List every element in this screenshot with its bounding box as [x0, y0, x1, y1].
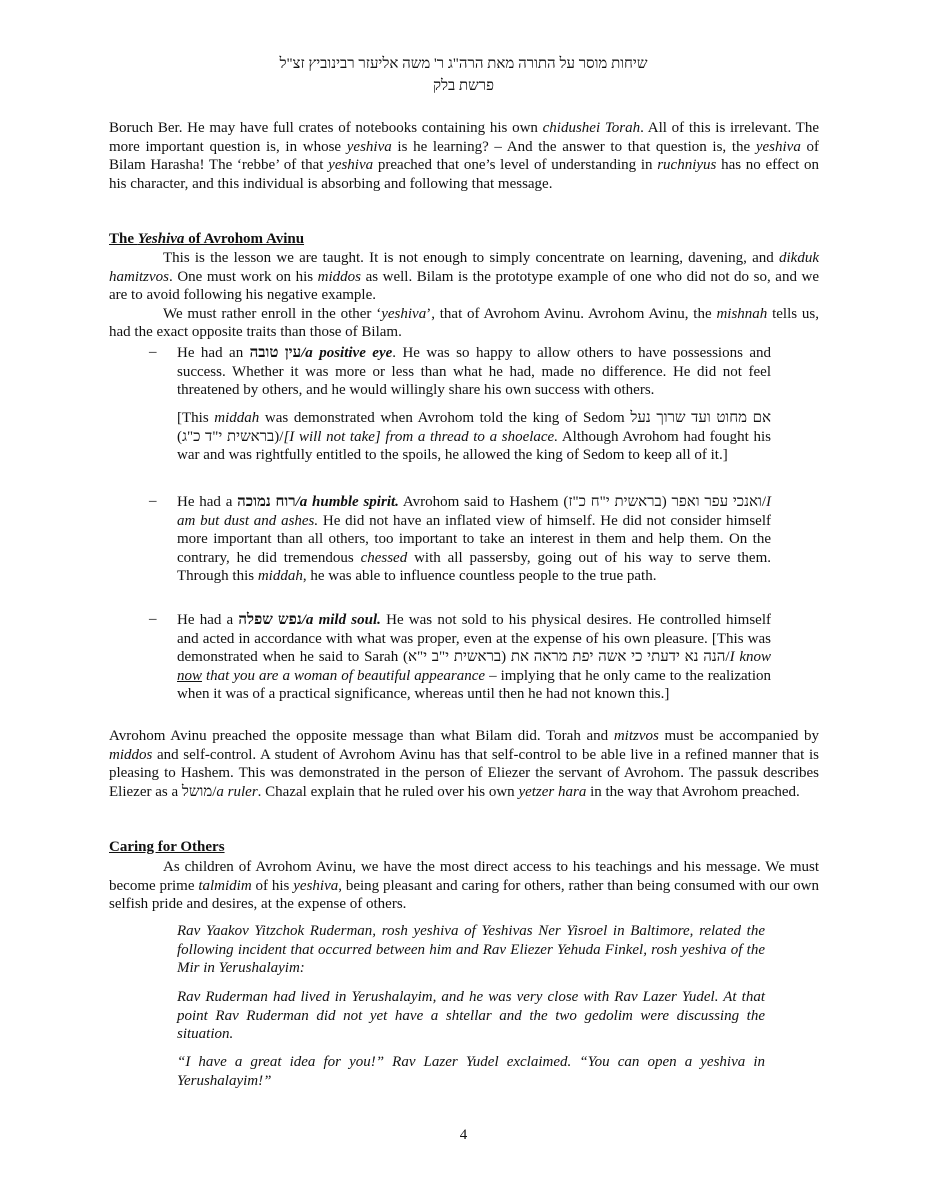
text-run: middos	[317, 268, 361, 285]
text-run: dikduk hamitzvos	[109, 250, 819, 285]
running-header-line2: פרשת בלק	[432, 78, 495, 94]
text-run: yeshiva	[381, 305, 427, 322]
text-run: /a humble spirit.	[295, 494, 399, 510]
story-paragraph-2	[177, 988, 765, 1044]
text-run: I know	[729, 649, 771, 666]
text-run: is he learning? – And the answer to that question is, the	[391, 138, 756, 155]
text-run: ’, that of Avrohom Avinu. Avrohom Avinu, the	[426, 305, 717, 322]
page-number: 4	[459, 1127, 468, 1143]
text-run: The	[109, 231, 138, 247]
story-paragraph-1	[177, 922, 765, 978]
section1-paragraph-1	[109, 249, 819, 305]
text-run: Boruch Ber. He may have full crates of notebooks containing his own	[109, 120, 543, 136]
section1-body	[109, 249, 819, 342]
text-run: has no effect on his character, and this individual is absorbing and following that message.	[109, 157, 819, 192]
text-run: and self-control. A student of Avrohom Avinu has that self-control to be able live in a refined manner that is pleasing to Hashem. This was demonstrated in the person of Eliezer the servant of Avrohom. The passuk describes Eliezer as a	[109, 746, 819, 800]
text-run: mitzvos	[613, 728, 659, 744]
text-run: a ruler	[216, 783, 258, 800]
text-run: of Bilam Harasha! The ‘rebbe’ of that	[109, 138, 819, 174]
text-run: must be accompanied by	[658, 728, 819, 744]
text-run: yeshiva	[755, 138, 801, 155]
text-run: Avrohom said to Hashem	[398, 494, 564, 510]
text-run: Caring for Others	[109, 839, 225, 855]
bullet-dash: –	[149, 611, 157, 627]
text-run: talmidim	[198, 877, 252, 894]
text-run: He had an	[177, 345, 250, 361]
story-paragraph-3	[177, 1053, 765, 1090]
text-run: Avrohom Avinu preached the opposite message than what Bilam did. Torah and	[109, 728, 614, 744]
section-heading-caring-for-others	[109, 839, 225, 856]
text-run: tells us, had the exact opposite traits than those of Bilam.	[109, 305, 819, 341]
text-run: preached that one’s level of understanding in	[373, 157, 658, 174]
text-run: This is the lesson we are taught. It is not enough to simply concentrate on learning, davening, and	[163, 250, 780, 266]
text-run: , being pleasant and caring for others, rather than being consumed with our own selfish pride and desires, at the expense of others.	[109, 877, 819, 913]
text-run: middos	[109, 746, 153, 763]
text-run: as well. Bilam is the prototype example of one who did not do so, and we are to avoid following his negative example.	[109, 268, 819, 304]
hebrew-phrase: מושל	[181, 783, 213, 800]
text-run: chessed	[360, 549, 408, 566]
hebrew-phrase: ואנכי עפר ואפר (בראשית י"ח כ"ז)	[563, 494, 762, 510]
text-run: ruchniyus	[657, 157, 717, 174]
bullet-dash: –	[149, 493, 157, 509]
section1-paragraph-2	[109, 305, 819, 342]
text-run: . He was so happy to allow others to have possessions and success. Whether it was more or less than what he had, made no difference. He did not feel threatened by others, and he would willingly share his own success with others.	[177, 345, 772, 399]
text-run: He did not have an inflated view of himself. He did not consider himself more important than all others, too important to take an interest in them and help them. On the contrary, he did tremendous	[177, 512, 772, 566]
text-run: /	[212, 783, 217, 800]
text-run: – implying that he only came to the realization when it was of a practical significance, whereas until then he had not known this.]	[177, 667, 772, 703]
text-run: yeshiva	[293, 877, 339, 894]
text-run: was demonstrated when Avrohom told the king of Sedom	[259, 410, 631, 426]
text-run: now	[177, 667, 203, 684]
hebrew-phrase: עין טובה	[249, 345, 302, 361]
text-run: Yeshiva	[137, 231, 185, 247]
text-run: with all passersby, going out of his way to serve them. Through this	[177, 549, 771, 585]
text-run: /	[761, 494, 767, 510]
section2-paragraph-1	[109, 858, 819, 914]
text-run: Rav Yaakov Yitzchok Ruderman, rosh yeshiva of Yeshivas Ner Yisroel in Baltimore, related the following incident that occurred between him and Rav Eliezer Yehuda Finkel, rosh yeshiva of the Mir in Yerushalayim:	[177, 923, 765, 977]
text-run: /	[725, 649, 730, 666]
text-run: /a mild soul.	[301, 612, 381, 628]
text-run: mishnah	[716, 305, 768, 322]
text-run: /a positive eye	[301, 345, 393, 361]
text-run: . One must work on his	[169, 268, 318, 285]
intro-paragraph	[109, 119, 819, 193]
text-run: He was not sold to his physical desires. He controlled himself and acted in accordance with what was proper, even at the expense of his own pleasure. [This was demonstrated when he said to Sarah	[177, 612, 771, 666]
running-header-line1: שיחות מוסר על התורה מאת הרה"ג ר' משה אליעזר רבינוביץ זצ"ל	[279, 56, 648, 72]
bullet-positive-eye	[177, 344, 771, 400]
text-run: in the way that Avrohom preached.	[586, 783, 800, 800]
text-run: We must rather enroll in the other ‘	[163, 305, 382, 322]
hebrew-phrase: נפש שפלה	[238, 612, 302, 628]
text-run: , he was able to influence countless people to the true path.	[302, 568, 657, 585]
text-run: He had a	[177, 612, 239, 628]
text-run: of Avrohom Avinu	[184, 231, 305, 247]
text-run: Rav Ruderman had lived in Yerushalayim, and he was very close with Rav Lazer Yudel. At that point Rav Ruderman did not yet have a shtellar and the two gedolim were discussing the situation.	[177, 989, 765, 1043]
hebrew-phrase: הנה נא ידעתי כי אשה יפת מראה את (בראשית י"ב י"א)	[402, 649, 726, 666]
bullet-positive-eye-note	[177, 409, 771, 465]
text-run: yetzer hara	[518, 783, 587, 800]
text-run: As children of Avrohom Avinu, we have the most direct access to his teachings and his message. We must become prime	[109, 859, 819, 894]
section1-paragraph-3	[109, 727, 819, 801]
hebrew-phrase: רוח נמוכה	[237, 494, 296, 510]
text-run: Although Avrohom had fought his war and was rightfully entitled to the spoils, he allowed the king of Sedom to keep all of it.]	[177, 428, 771, 464]
bullet-mild-soul	[177, 611, 771, 704]
section-heading-yeshiva-of-avrohom-avinu	[109, 231, 304, 248]
text-run: He had a	[177, 494, 238, 510]
text-run: yeshiva	[346, 138, 392, 155]
bullet-dash: –	[149, 344, 157, 360]
text-run: chidushei Torah	[542, 120, 641, 136]
text-run: that you are a woman of beautiful appearance	[202, 667, 486, 684]
text-run: . Chazal explain that he ruled over his own	[257, 783, 519, 800]
text-run: “I have a great idea for you!” Rav Lazer Yudel exclaimed. “You can open a yeshiva in Yerushalayim!”	[177, 1054, 765, 1089]
text-run: middah	[214, 410, 260, 426]
text-run: [I will not take] from a thread to a shoelace.	[283, 428, 558, 445]
text-run: . All of this is irrelevant. The more important question is, in whose	[109, 120, 819, 155]
text-run: /	[279, 428, 284, 445]
text-run: yeshiva	[328, 157, 374, 174]
text-run: I am but dust and ashes.	[177, 494, 772, 529]
hebrew-phrase: אם מחוט ועד שרוך נעל (בראשית י"ד כ"ג)	[177, 410, 771, 445]
bullet-humble-spirit	[177, 493, 771, 586]
text-run: of his	[251, 877, 294, 894]
text-run: [This	[177, 410, 215, 426]
text-run: middah	[257, 568, 303, 585]
